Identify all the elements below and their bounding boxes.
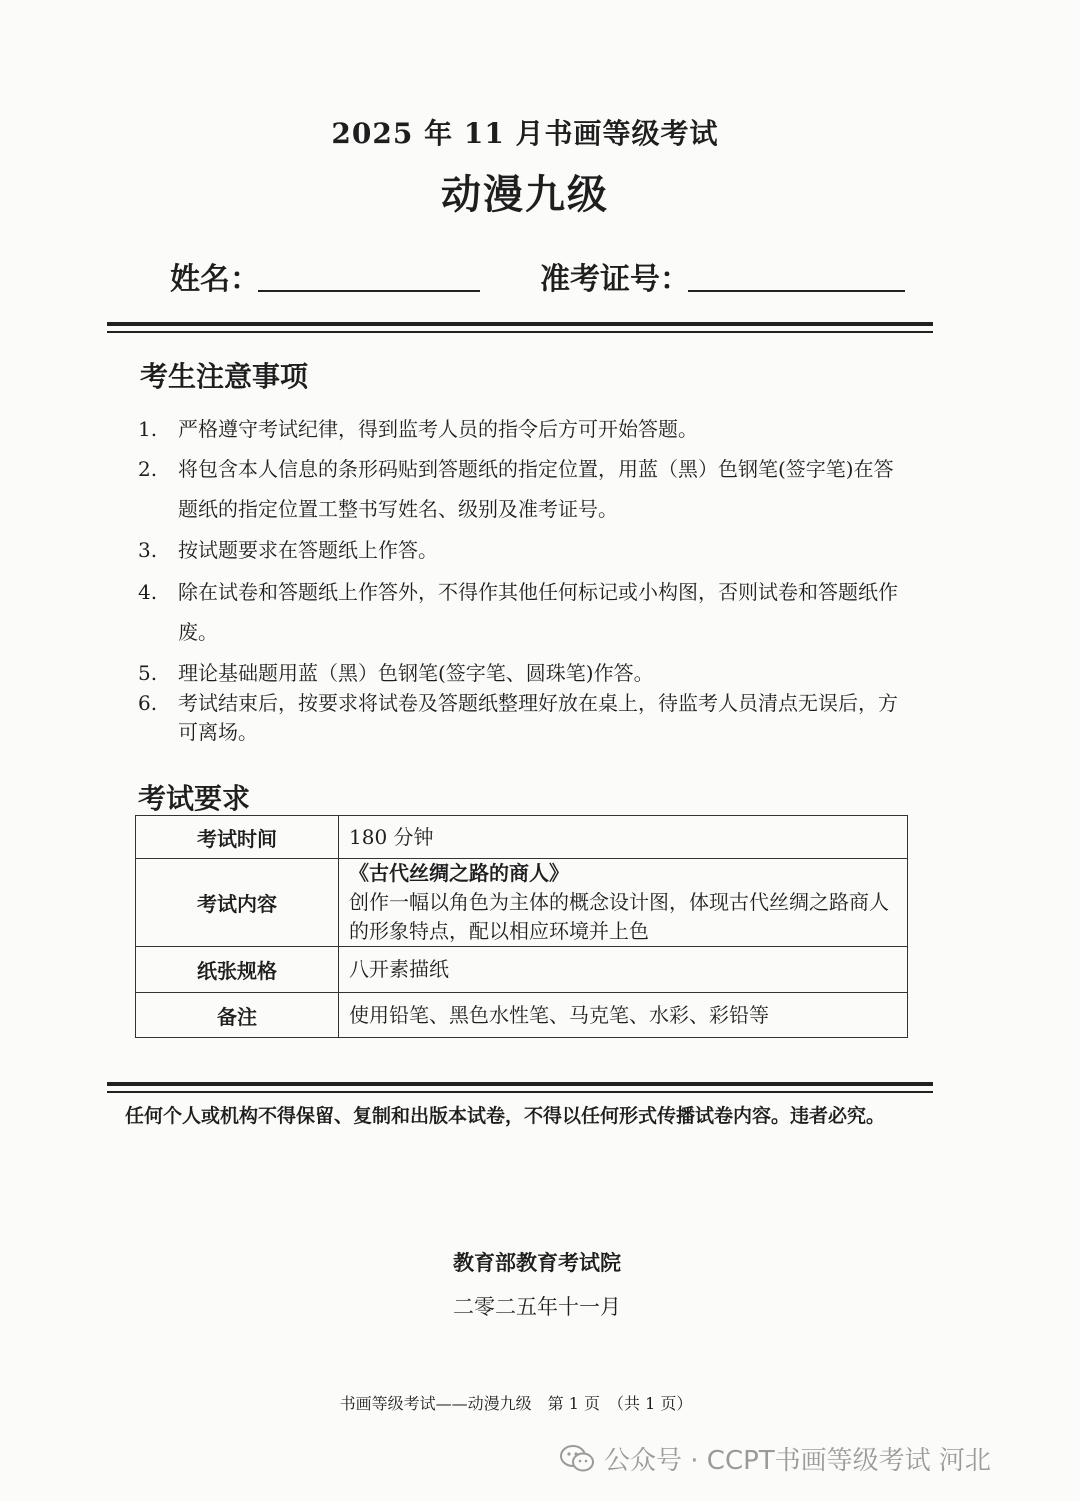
note-number: 2. xyxy=(138,457,158,481)
requirements-heading: 考试要求 xyxy=(138,782,251,815)
req-value-title: 《古代丝绸之路的商人》 xyxy=(349,861,569,885)
issuer-org: 教育部教育考试院 xyxy=(453,1250,621,1275)
note-number: 1. xyxy=(138,417,158,441)
issue-date: 二零二五年十一月 xyxy=(453,1295,621,1319)
name-blank-line xyxy=(258,290,480,292)
req-value-cell xyxy=(339,859,908,947)
req-value: 八开素描纸 xyxy=(339,947,908,993)
req-key: 备注 xyxy=(136,993,339,1038)
page-footer: 书画等级考试——动漫九级 第 1 页 （共 1 页） xyxy=(339,1394,693,1413)
ticket-blank-line xyxy=(688,290,905,292)
copyright-notice: 任何个人或机构不得保留、复制和出版本试卷，不得以任何形式传播试卷内容。违者必究。 xyxy=(124,1105,885,1127)
watermark xyxy=(560,1440,991,1477)
note-text: 将包含本人信息的条形码贴到答题纸的指定位置，用蓝（黑）色钢笔(签字笔)在答题纸的指定位置工整书写姓名、级别及准考证号。 xyxy=(178,457,894,521)
watermark-text: 公众号 · CCPT书画等级考试 河北 xyxy=(604,1446,991,1476)
note-number: 6. xyxy=(138,691,158,715)
note-number: 3. xyxy=(138,538,158,562)
wechat-icon xyxy=(560,1445,594,1473)
note-text: 理论基础题用蓝（黑）色钢笔(签字笔、圆珠笔)作答。 xyxy=(178,661,654,685)
divider-thin xyxy=(107,1091,933,1093)
note-text: 考试结束后，按要求将试卷及答题纸整理好放在桌上，待监考人员清点无误后，方可离场。 xyxy=(178,691,898,744)
req-key: 考试内容 xyxy=(136,859,339,947)
divider-thick xyxy=(107,1082,933,1086)
table-row xyxy=(136,947,908,993)
note-text: 除在试卷和答题纸上作答外，不得作其他任何标记或小构图，否则试卷和答题纸作废。 xyxy=(178,580,898,644)
note-text: 按试题要求在答题纸上作答。 xyxy=(178,538,438,562)
req-value: 创作一幅以角色为主体的概念设计图，体现古代丝绸之路商人的形象特点，配以相应环境并上色 xyxy=(349,890,889,943)
notes-heading: 考生注意事项 xyxy=(140,360,309,393)
req-value: 180 分钟 xyxy=(339,816,908,859)
req-value: 使用铅笔、黑色水性笔、马克笔、水彩、彩铅等 xyxy=(339,993,908,1038)
name-label: 姓名： xyxy=(170,262,260,297)
divider-thin xyxy=(107,331,933,333)
table-row xyxy=(136,816,908,859)
ticket-label: 准考证号： xyxy=(540,262,690,297)
divider-thick xyxy=(107,322,933,326)
requirements-table xyxy=(135,815,908,1038)
note-text: 严格遵守考试纪律，得到监考人员的指令后方可开始答题。 xyxy=(178,417,698,441)
req-key: 考试时间 xyxy=(136,816,339,859)
req-key: 纸张规格 xyxy=(136,947,339,993)
subject-level: 动漫九级 xyxy=(441,171,609,218)
exam-title: 2025 年 11 月书画等级考试 xyxy=(331,117,719,150)
table-row xyxy=(136,859,908,947)
note-number: 5. xyxy=(138,661,158,685)
table-row xyxy=(136,993,908,1038)
note-number: 4. xyxy=(138,580,158,604)
